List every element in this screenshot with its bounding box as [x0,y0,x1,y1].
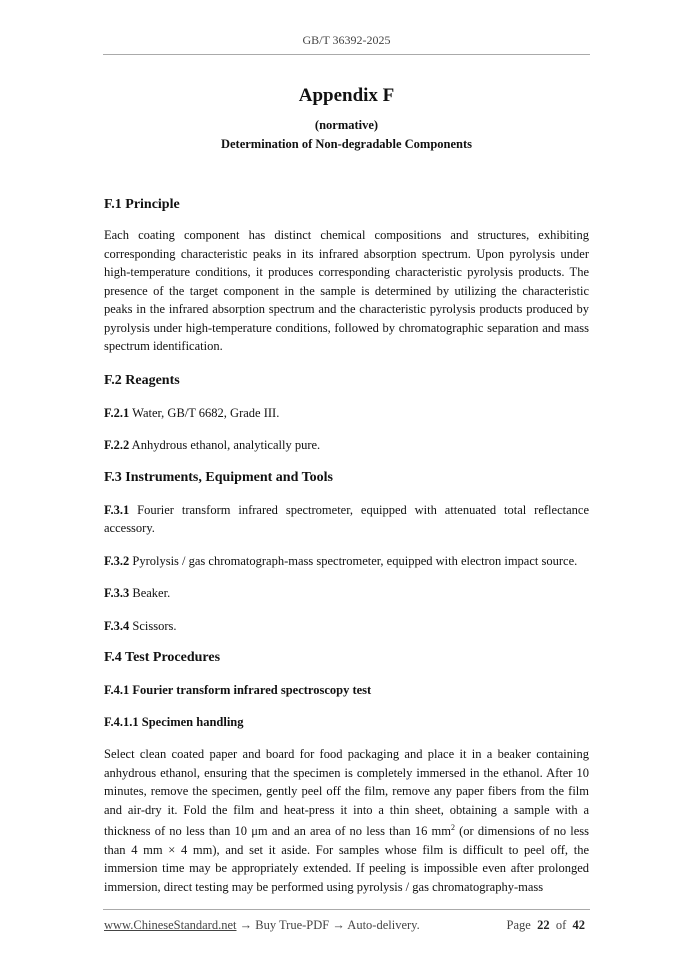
standard-code: GB/T 36392-2025 [302,33,391,47]
appendix-title-block [0,84,693,153]
item-text: Beaker. [129,586,171,600]
page-label: Page [506,918,531,932]
superscript: 2 [450,823,455,832]
total-pages: 42 [572,918,585,932]
section-f1-text: Each coating component has distinct chemical compositions and structures, exhibiting corresponding characteristic peaks in its infrared absorption spectrum. Upon pyrolysis under high-temperature conditions, it produces corresponding characteristic pyrolysis products. The presence of the target component in the sample is determined by utilizing the characteristic peaks in the infrared absorption spectrum and the characteristic pyrolysis products produced by pyrolysis under high-temperature conditions, followed by chromatographic separation and mass spectrum identification. [104,228,589,353]
item-number: F.3.1 [104,502,130,517]
paragraph-text: Select clean coated paper and board for food packaging and place it in a beaker containing anhydrous ethanol, ensuring that the specimen is completely immersed in the ethanol. After 10 minutes, remove the specimen, gently peel off the film, remove any paper fibers from the film and air-dry it. Fold the film and heat-press it into a thin sheet, obtaining a sample with a thickness of no less than 10 μm and an area of no less than 16 mm [104,747,589,839]
item-number: F.2.1 [104,405,130,420]
appendix-title: Appendix F [298,85,395,106]
paragraph-text: (or dimensions of no less than 4 mm × 4 mm), and set it aside. For samples whose film is difficult to peel off, the immersion time may be appropriately extended. If peeling is impossible even after prolonged immersion, direct testing may be performed using pyrolysis / gas chromatography-mass [104,824,590,894]
item-text: Pyrolysis / gas chromatograph-mass spectrometer, equipped with electron impact source. [129,553,578,568]
appendix-type: (normative) [314,118,379,132]
item-number: F.3.4 [104,618,130,633]
page-indicator [507,918,585,933]
section-f4-1-1-text [104,745,589,896]
item-text: Anhydrous ethanol, analytically pure. [129,438,321,452]
item-number: F.2.2 [104,438,130,452]
item-f3-2 [104,552,589,571]
section-f2-heading: F.2 Reagents [104,372,180,388]
item-f3-3 [104,584,589,603]
item-f3-1 [104,501,589,538]
section-f4-1-heading: F.4.1 Fourier transform infrared spectroscopy test [104,683,372,697]
section-f4-heading: F.4 Test Procedures [104,650,221,665]
document-body [104,195,589,896]
item-number: F.3.3 [104,586,130,600]
footer-divider [103,909,590,910]
item-text: Scissors. [129,618,177,633]
item-text: Fourier transform infrared spectrometer, equipped with attenuated total reflectance accessory. [104,502,589,535]
section-f4-1-1-heading: F.4.1.1 Specimen handling [104,715,244,729]
promo-text: → Buy True-PDF → Auto-delivery. [236,918,420,932]
footer-promo [104,918,420,933]
site-link[interactable]: www.ChineseStandard.net [104,918,237,932]
item-number: F.3.2 [104,553,130,568]
section-f1-heading: F.1 Principle [104,197,180,212]
appendix-subtitle: Determination of Non-degradable Components [220,137,473,151]
of-label: of [555,918,567,932]
header-divider [103,54,590,55]
page-number: 22 [537,918,550,932]
item-f2-2 [104,436,589,455]
section-f3-heading: F.3 Instruments, Equipment and Tools [104,469,334,485]
item-f2-1 [104,404,589,423]
item-text: Water, GB/T 6682, Grade III. [129,405,280,420]
item-f3-4 [104,617,589,636]
